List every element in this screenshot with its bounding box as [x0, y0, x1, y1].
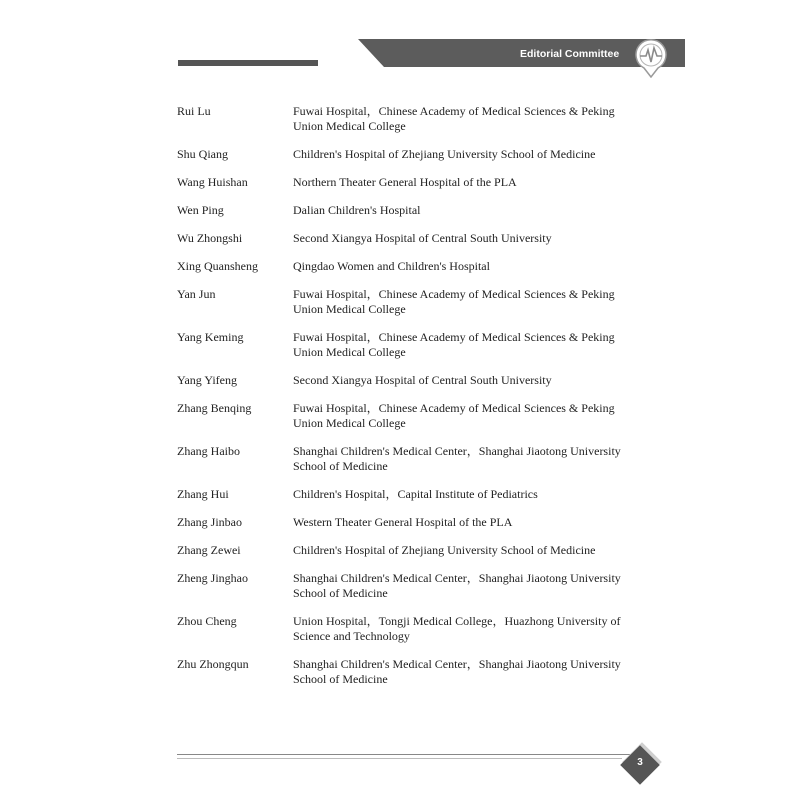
- member-name: Zhang Benqing: [177, 401, 252, 415]
- committee-list: [177, 104, 637, 700]
- list-item: [177, 287, 637, 317]
- member-name: Zhu Zhongqun: [177, 657, 249, 671]
- member-name: Yan Jun: [177, 287, 216, 301]
- list-item: [177, 401, 637, 431]
- member-name: Rui Lu: [177, 104, 211, 118]
- member-affiliation: Shanghai Children's Medical Center，Shanghai Jiaotong University School of Medicine: [293, 444, 621, 473]
- member-affiliation: Shanghai Children's Medical Center，Shanghai Jiaotong University School of Medicine: [293, 571, 621, 600]
- member-affiliation: Children's Hospital of Zhejiang University School of Medicine: [293, 147, 596, 161]
- page-number: 3: [637, 757, 643, 768]
- heartbeat-badge-icon: [634, 38, 668, 78]
- member-affiliation: Dalian Children's Hospital: [293, 203, 421, 217]
- member-affiliation: Western Theater General Hospital of the PLA: [293, 515, 513, 529]
- member-affiliation: Fuwai Hospital，Chinese Academy of Medical Sciences & Peking Union Medical College: [293, 401, 615, 430]
- list-item: [177, 373, 637, 388]
- member-affiliation: Qingdao Women and Children's Hospital: [293, 259, 490, 273]
- member-name: Zhang Zewei: [177, 543, 241, 557]
- member-name: Zhang Haibo: [177, 444, 240, 458]
- member-affiliation: Shanghai Children's Medical Center，Shanghai Jiaotong University School of Medicine: [293, 657, 621, 686]
- member-name: Xing Quansheng: [177, 259, 258, 273]
- member-name: Yang Yifeng: [177, 373, 238, 387]
- list-item: [177, 231, 637, 246]
- list-item: [177, 330, 637, 360]
- member-name: Wu Zhongshi: [177, 231, 243, 245]
- list-item: [177, 444, 637, 474]
- member-name: Zhang Hui: [177, 487, 229, 501]
- list-item: [177, 147, 637, 162]
- list-item: [177, 571, 637, 601]
- header-rule: [178, 60, 318, 66]
- member-affiliation: Union Hospital，Tongji Medical College，Huazhong University of Science and Technology: [293, 614, 621, 643]
- list-item: [177, 614, 637, 644]
- member-name: Zhou Cheng: [177, 614, 237, 628]
- member-name: Shu Qiang: [177, 147, 228, 161]
- member-affiliation: Children's Hospital of Zhejiang University School of Medicine: [293, 543, 596, 557]
- list-item: [177, 203, 637, 218]
- member-affiliation: Fuwai Hospital，Chinese Academy of Medical Sciences & Peking Union Medical College: [293, 287, 615, 316]
- list-item: [177, 487, 637, 502]
- member-name: Yang Keming: [177, 330, 244, 344]
- footer-rule-secondary: [177, 758, 622, 759]
- member-name: Wang Huishan: [177, 175, 248, 189]
- list-item: [177, 175, 637, 190]
- member-affiliation: Children's Hospital，Capital Institute of Pediatrics: [293, 487, 538, 501]
- list-item: [177, 104, 637, 134]
- member-affiliation: Second Xiangya Hospital of Central South University: [293, 373, 552, 387]
- member-name: Wen Ping: [177, 203, 224, 217]
- member-name: Zheng Jinghao: [177, 571, 248, 585]
- member-name: Zhang Jinbao: [177, 515, 242, 529]
- footer-rule: [177, 754, 632, 755]
- list-item: [177, 657, 637, 687]
- member-affiliation: Second Xiangya Hospital of Central South University: [293, 231, 552, 245]
- member-affiliation: Fuwai Hospital，Chinese Academy of Medical Sciences & Peking Union Medical College: [293, 330, 615, 359]
- list-item: [177, 543, 637, 558]
- list-item: [177, 259, 637, 274]
- member-affiliation: Northern Theater General Hospital of the PLA: [293, 175, 517, 189]
- member-affiliation: Fuwai Hospital，Chinese Academy of Medical Sciences & Peking Union Medical College: [293, 104, 615, 133]
- list-item: [177, 515, 637, 530]
- section-title: Editorial Committee: [520, 48, 620, 60]
